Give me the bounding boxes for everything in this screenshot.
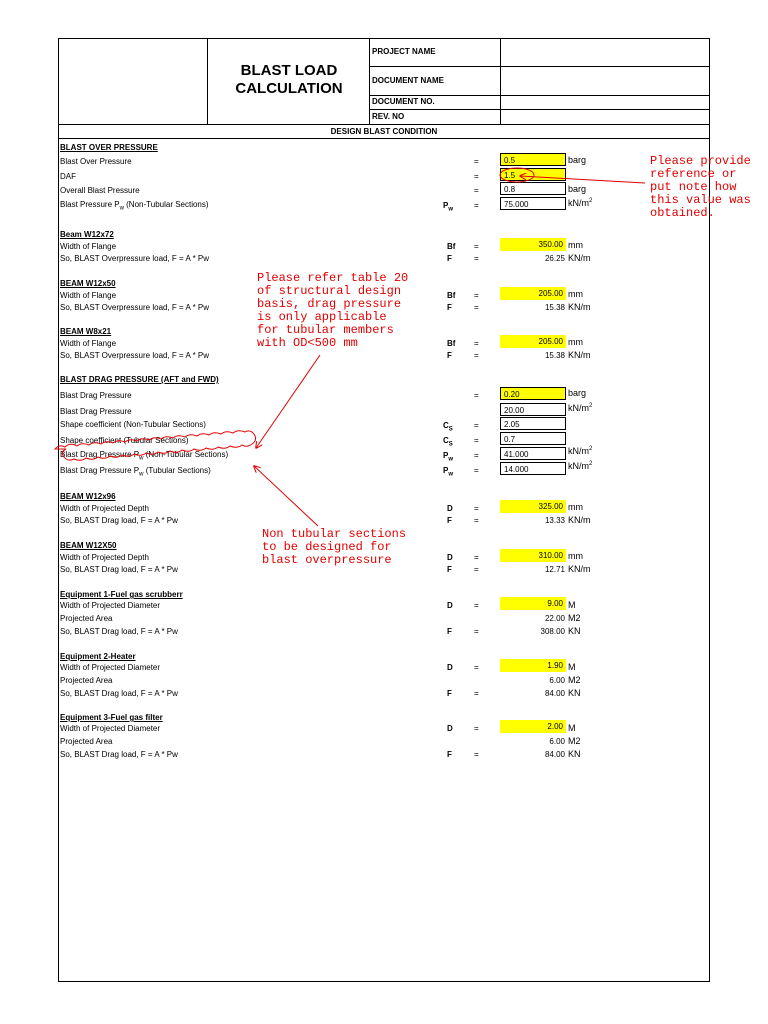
row-label: So, BLAST Overpressure load, F = A * Pw [60,254,210,263]
row-label: Shape coefficient (Non-Tubular Sections) [60,420,206,429]
unit: mm [568,337,583,347]
section-title: BEAM W12x50 [60,279,116,288]
title-line: BLAST LOAD [240,62,338,79]
symbol: D [447,601,453,610]
value-cell[interactable]: 1.90 [500,659,566,672]
section-title: Beam W12x72 [60,230,114,239]
unit: KN [568,688,581,698]
value-cell[interactable]: 0.8 [500,182,566,195]
value-text: 84.00 [544,689,565,698]
equals-sign: = [474,504,479,513]
symbol: F [447,303,452,312]
symbol: D [447,504,453,513]
section-title: BEAM W12x96 [60,492,116,501]
unit: mm [568,502,583,512]
section-title: Equipment 2-Heater [60,652,136,661]
value-text: 84.00 [544,750,565,759]
unit: KN [568,626,581,636]
equals-sign: = [474,391,479,400]
value-cell[interactable]: 310.00 [500,549,566,562]
row-label: So, BLAST Overpressure load, F = A * Pw [60,303,210,312]
symbol-text: C [443,436,449,445]
symbol: Bf [447,339,456,348]
symbol: D [447,553,453,562]
label-suffix: (Tubular Sections) [143,466,211,475]
row-label: Width of Projected Depth [60,504,149,513]
symbol: Bf [447,242,456,251]
unit-text: kN/m [568,403,589,413]
document-no-label: DOCUMENT NO. [372,97,435,106]
symbol-subscript: S [448,441,453,448]
value-text: 6.00 [549,737,565,746]
symbol-subscript: w [448,206,454,213]
unit: KN/m [568,302,591,312]
symbol-text: C [443,421,449,430]
symbol-text: P [443,466,449,475]
unit: M [568,662,576,672]
unit-superscript: 2 [589,446,593,452]
unit: barg [568,184,587,194]
drag-title: BLAST DRAG PRESSURE (AFT and FWD) [60,375,219,384]
unit-text: kN/m [568,446,589,456]
annotation-note: Non tubular sections to be designed for blast overpressure [262,527,407,567]
value-cell[interactable]: 20.00 [500,403,566,416]
label-suffix: (Non-Tubular Sections) [123,200,209,209]
section-title: BEAM W8x21 [60,327,112,336]
equals-sign: = [474,421,479,430]
unit: M [568,600,576,610]
row-label: Blast Drag Pressure [60,407,132,416]
equals-sign: = [474,750,479,759]
row-label: So, BLAST Drag load, F = A * Pw [60,627,178,636]
equals-sign: = [474,553,479,562]
equals-sign: = [474,724,479,733]
equals-sign: = [474,242,479,251]
row-label: Projected Area [60,614,113,623]
row-label: Width of Flange [60,291,117,300]
symbol: F [447,627,452,636]
symbol: F [447,254,452,263]
label-text: Blast Pressure P [60,200,120,209]
document-name-label: DOCUMENT NAME [372,76,444,85]
unit-text: kN/m [568,461,589,471]
row-label: So, BLAST Overpressure load, F = A * Pw [60,351,210,360]
equals-sign: = [474,254,479,263]
value-cell[interactable]: 75.000 [500,197,566,210]
row-label: Width of Projected Diameter [60,724,161,733]
row-label: Blast Over Pressure [60,157,132,166]
symbol-subscript: S [448,426,453,433]
unit: KN/m [568,350,591,360]
label-subscript: w [119,205,124,212]
section-title: BEAM W12X50 [60,541,117,550]
value-cell[interactable]: 2.05 [500,417,566,430]
value-text: 15.38 [544,303,565,312]
label-suffix: (Non-Tubular Sections) [143,450,229,459]
value-cell[interactable]: 1.5 [500,168,566,181]
equals-sign: = [474,565,479,574]
value-cell[interactable]: 205.00 [500,335,566,348]
value-text: 15.38 [544,351,565,360]
equals-sign: = [474,157,479,166]
value-text: 22.00 [544,614,565,623]
row-label: So, BLAST Drag load, F = A * Pw [60,516,178,525]
equals-sign: = [474,689,479,698]
symbol: D [447,663,453,672]
label-text: Blast Drag Pressure P [60,466,140,475]
arrow-markup [520,176,645,183]
symbol: F [447,689,452,698]
row-label: Width of Flange [60,339,117,348]
annotation-note: Please refer table 20 of structural design basis, drag pressure is only applicable for tubular members with OD<500 mm [257,271,409,350]
value-cell[interactable]: 325.00 [500,500,566,513]
symbol: Bf [447,291,456,300]
unit: KN/m [568,253,591,263]
equals-sign: = [474,663,479,672]
row-label: Width of Projected Diameter [60,601,161,610]
row-label: DAF [60,172,76,181]
symbol-subscript: w [448,456,454,463]
unit: KN [568,749,581,759]
value-text: 26.25 [544,254,565,263]
value-cell[interactable]: 0.7 [500,432,566,445]
equals-sign: = [474,186,479,195]
value-text: 13.33 [544,516,565,525]
overpressure-title: BLAST OVER PRESSURE [60,143,158,152]
equals-sign: = [474,451,479,460]
symbol-subscript: w [448,471,454,478]
equals-sign: = [474,291,479,300]
unit: M [568,723,576,733]
label-text: Blast Drag Pressure P [60,450,140,459]
row-label: Width of Flange [60,242,117,251]
section-heading: DESIGN BLAST CONDITION [330,127,438,136]
symbol: F [447,516,452,525]
equals-sign: = [474,201,479,210]
row-label: Projected Area [60,676,113,685]
value-cell[interactable]: 205.00 [500,287,566,300]
unit: mm [568,551,583,561]
symbol-text: P [443,451,449,460]
label-subscript: w [139,455,144,462]
equals-sign: = [474,466,479,475]
cloud-markup [55,431,256,461]
circle-markup [500,168,534,182]
value-text: 6.00 [549,676,565,685]
value-text: 308.00 [540,627,565,636]
row-label: Overall Blast Pressure [60,186,140,195]
label-subscript: w [139,471,144,478]
section-title: Equipment 3-Fuel gas filter [60,713,163,722]
value-text: 12.71 [544,565,565,574]
value-cell[interactable]: 14.000 [500,462,566,475]
unit: KN/m [568,515,591,525]
row-label: Blast Drag Pressure [60,391,132,400]
project-name-label: PROJECT NAME [372,47,436,56]
row-label: Width of Projected Depth [60,553,149,562]
value-cell[interactable]: 41.000 [500,447,566,460]
equals-sign: = [474,601,479,610]
unit: mm [568,289,583,299]
row-label: Shape coefficient (Tubular Sections) [60,436,189,445]
value-cell[interactable]: 0.20 [500,387,566,400]
rev-no-label: REV. NO [372,112,405,121]
section-title: Equipment 1-Fuel gas scrubberr [60,590,183,599]
unit: M2 [568,613,581,623]
equals-sign: = [474,303,479,312]
unit-superscript: 2 [589,461,593,467]
symbol: F [447,750,452,759]
symbol-text: P [443,201,449,210]
value-cell[interactable]: 350.00 [500,238,566,251]
equals-sign: = [474,436,479,445]
unit-superscript: 2 [589,198,593,204]
row-label: Projected Area [60,737,113,746]
unit: mm [568,240,583,250]
unit: M2 [568,675,581,685]
value-cell[interactable]: 2.00 [500,720,566,733]
equals-sign: = [474,627,479,636]
equals-sign: = [474,172,479,181]
annotation-note: Please provide reference or put note how this value was obtained. [650,154,751,220]
symbol: F [447,565,452,574]
value-cell[interactable]: 0.5 [500,153,566,166]
equals-sign: = [474,339,479,348]
value-cell[interactable]: 9.00 [500,597,566,610]
unit-superscript: 2 [589,403,593,409]
row-label: So, BLAST Drag load, F = A * Pw [60,689,178,698]
row-label: Width of Projected Diameter [60,663,161,672]
unit: barg [568,155,587,165]
symbol: D [447,724,453,733]
row-label: So, BLAST Drag load, F = A * Pw [60,565,178,574]
equals-sign: = [474,351,479,360]
unit: M2 [568,736,581,746]
title-line: CALCULATION [235,80,343,97]
arrow-markup [254,466,318,526]
unit: KN/m [568,564,591,574]
equals-sign: = [474,516,479,525]
unit: barg [568,388,587,398]
arrow-markup [256,355,320,448]
unit-text: kN/m [568,198,589,208]
row-label: So, BLAST Drag load, F = A * Pw [60,750,178,759]
symbol: F [447,351,452,360]
